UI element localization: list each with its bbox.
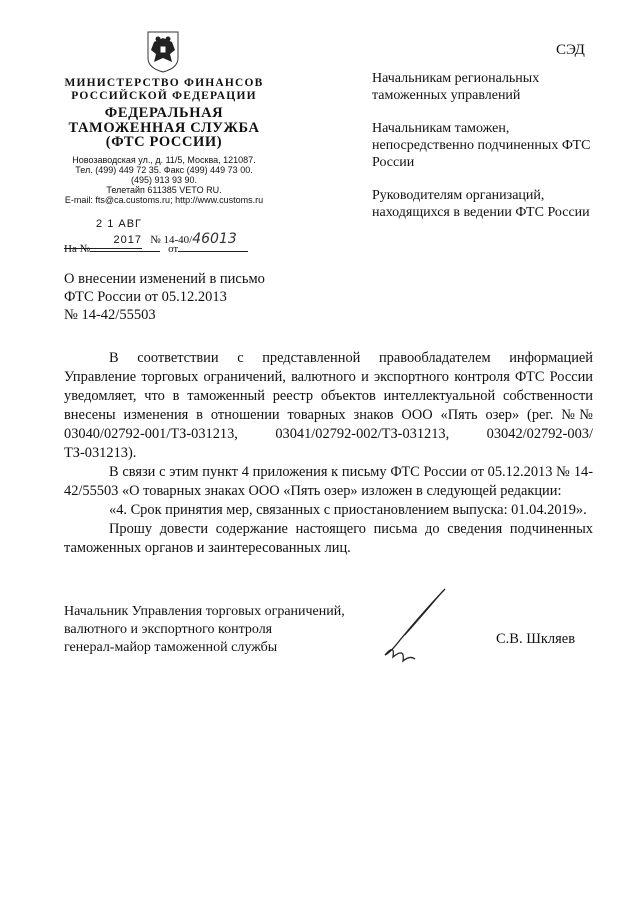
position-line: валютного и экспортного контроля bbox=[64, 622, 273, 637]
reply-to-label: На № bbox=[64, 243, 91, 255]
letter-body bbox=[64, 349, 593, 558]
subject-line: ФТС России от 05.12.2013 bbox=[64, 289, 227, 305]
addressee: Руководителям организаций, находящихся в ведении ФТС России bbox=[372, 188, 590, 220]
signatory-position bbox=[64, 603, 345, 657]
sed-mark: СЭД bbox=[556, 42, 585, 58]
letter-subject bbox=[64, 270, 265, 324]
subject-line: О внесении изменений в письмо bbox=[64, 271, 265, 287]
from-blank bbox=[178, 251, 248, 252]
paragraph: В связи с этим пункт 4 приложения к письму ФТС России от 05.12.2013 № 14-42/55503 «О товарных знаках ООО «Пять озер» изложен в следующей редакции: bbox=[64, 464, 593, 499]
reply-to-line bbox=[64, 242, 256, 256]
subject-line: № 14-42/55503 bbox=[64, 307, 156, 323]
ministry-name-line: РОССИЙСКОЙ ФЕДЕРАЦИИ bbox=[71, 89, 257, 102]
agency-name-line: (ФТС РОССИИ) bbox=[105, 134, 223, 150]
registration-number-handwritten: 46013 bbox=[192, 231, 237, 247]
agency-name-line: ФЕДЕРАЛЬНАЯ bbox=[104, 105, 224, 121]
addressees bbox=[372, 70, 602, 237]
address-line: Тел. (499) 449 72 35. Факс (499) 449 73 00. bbox=[75, 164, 253, 175]
address-line: E-mail: fts@ca.customs.ru; http://www.customs.ru bbox=[64, 194, 264, 205]
sender-header bbox=[64, 77, 264, 205]
ministry-name bbox=[64, 77, 264, 102]
coat-of-arms-emblem-icon bbox=[140, 28, 186, 74]
addressee: Начальникам таможен, непосредственно подчиненных ФТС России bbox=[372, 121, 591, 170]
reply-to-blank bbox=[90, 251, 160, 252]
handwritten-signature-icon bbox=[365, 585, 455, 675]
address-line: Новозаводская ул., д. 11/5, Москва, 121087. bbox=[72, 154, 256, 165]
address-line: Телетайп 611385 VETO RU. bbox=[106, 184, 222, 195]
position-line: генерал-майор таможенной службы bbox=[64, 640, 278, 655]
sender-address bbox=[64, 155, 264, 205]
from-label: от bbox=[168, 243, 179, 255]
address-line: (495) 913 93 90. bbox=[130, 174, 198, 185]
paragraph: Прошу довести содержание настоящего письма до сведения подчиненных таможенных органов и заинтересованных лиц. bbox=[64, 521, 593, 556]
registration-date: 2 1 АВГ 2017 bbox=[64, 216, 142, 249]
registration-number: № 14-40/ bbox=[150, 234, 193, 246]
position-line: Начальник Управления торговых ограничений, bbox=[64, 604, 345, 619]
addressee: Начальникам региональных таможенных управлений bbox=[372, 71, 540, 103]
agency-name bbox=[64, 106, 264, 150]
paragraph: «4. Срок принятия мер, связанных с приостановлением выпуска: 01.04.2019». bbox=[109, 502, 587, 518]
signatory-name: С.В. Шкляев bbox=[496, 631, 576, 647]
agency-name-line: ТАМОЖЕННАЯ СЛУЖБА bbox=[68, 119, 260, 136]
paragraph: В соответствии с представленной правообладателем информацией Управление торговых ограничений, валютного и экспортного контроля ФТС России уведомляет, что в таможенный реестр объектов интеллектуальной собственности внесены изменения в отношении товарных знаков ООО «Пять озер» (рег. №№ 03040/02792-001/ТЗ-031213, 03041/02792-002/ТЗ-031213, 03042/02792-003/ТЗ-031213). bbox=[64, 350, 593, 461]
ministry-name-line: МИНИСТЕРСТВО ФИНАНСОВ bbox=[64, 77, 264, 89]
